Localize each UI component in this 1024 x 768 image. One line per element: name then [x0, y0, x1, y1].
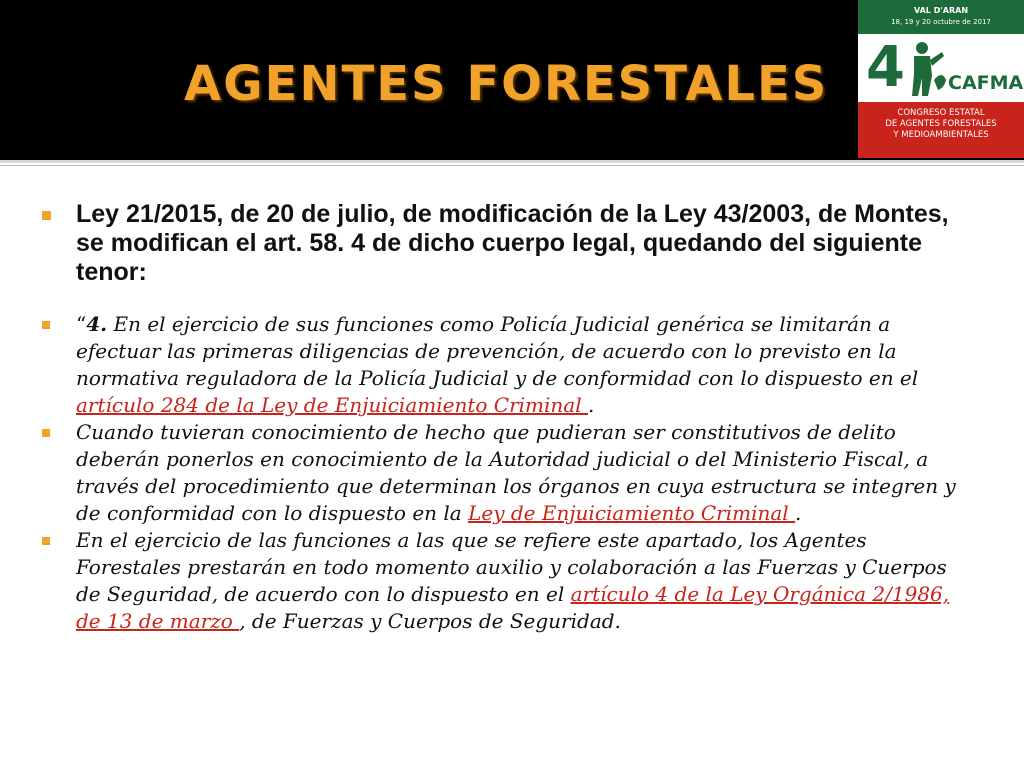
logo-acronym: CAFMA: [948, 72, 1024, 94]
logo-caption: [858, 102, 1024, 158]
bullet-text: En el ejercicio de sus funciones como Policía Judicial genérica se limitarán a efectuar las primeras diligencias de prevención, de acuerdo con lo previsto en la normativa reguladora de la Policía Judicial y de conformidad con lo dispuesto en el: [76, 312, 919, 390]
bullet-article-quote: [40, 311, 960, 419]
logo-location: VAL D'ARAN: [913, 6, 969, 15]
bullet-text-end: , de Fuerzas y Cuerpos de Seguridad.: [239, 609, 621, 633]
bullet-marker-icon: [42, 429, 50, 437]
bullet-text-end: .: [587, 393, 595, 417]
bullet-text: Cuando tuvieran conocimiento de hecho que pudieran ser constitutivos de delito deberán ponerlos en conocimiento de la Autoridad judicial o del Ministerio Fiscal, a través del procedimiento que determinan los órganos en cuya estructura se integren y de conformidad con lo dispuesto en la: [76, 420, 956, 525]
bullet-knowledge-of-crime: [40, 419, 960, 527]
link-articulo-284[interactable]: artículo 284 de la Ley de Enjuiciamiento Criminal: [76, 393, 588, 417]
logo-caption-line2: DE AGENTES FORESTALES: [885, 119, 997, 129]
header-divider-thin: [0, 165, 1024, 166]
logo-caption-line1: CONGRESO ESTATAL: [897, 108, 985, 118]
bullet-text-end: .: [795, 501, 802, 525]
bullet-law-intro: [40, 200, 960, 287]
bullet-text: En el ejercicio de las funciones a las que se refiere este apartado, los Agentes Forestales prestarán en todo momento auxilio y colaboración a las Fuerzas y Cuerpos de Seguridad, de acuerdo con lo dispuesto en el: [76, 528, 947, 606]
logo-caption-line3: Y MEDIOAMBIENTALES: [893, 130, 989, 140]
link-ley-organica-2-1986[interactable]: artículo 4 de la Ley Orgánica 2/1986, de 13 de marzo: [76, 582, 950, 633]
bullet-text: Ley 21/2015, de 20 de julio, de modificación de la Ley 43/2003, de Montes, se modifican el art. 58. 4 de dicho cuerpo legal, quedando del siguiente tenor:: [76, 200, 949, 286]
bullet-marker-icon: [42, 537, 50, 545]
logo-number: 4: [866, 35, 905, 100]
bullet-auxilio-colaboracion: [40, 527, 960, 635]
quote-mark: “: [76, 312, 87, 336]
forest-agent-figure-icon: [908, 40, 948, 98]
bullet-marker-icon: [42, 211, 51, 220]
bullet-marker-icon: [42, 321, 50, 329]
header-divider: [0, 160, 1024, 163]
logo-header: [858, 0, 1024, 34]
slide-title: AGENTES FORESTALES: [184, 56, 829, 112]
link-ley-enjuiciamiento-criminal[interactable]: Ley de Enjuiciamiento Criminal: [468, 501, 796, 525]
congress-logo: [858, 0, 1024, 158]
logo-dates: 18, 19 y 20 octubre de 2017: [891, 18, 991, 26]
article-number: 4.: [86, 312, 108, 336]
slide-body: [40, 200, 960, 635]
logo-emblem: [858, 34, 1024, 102]
